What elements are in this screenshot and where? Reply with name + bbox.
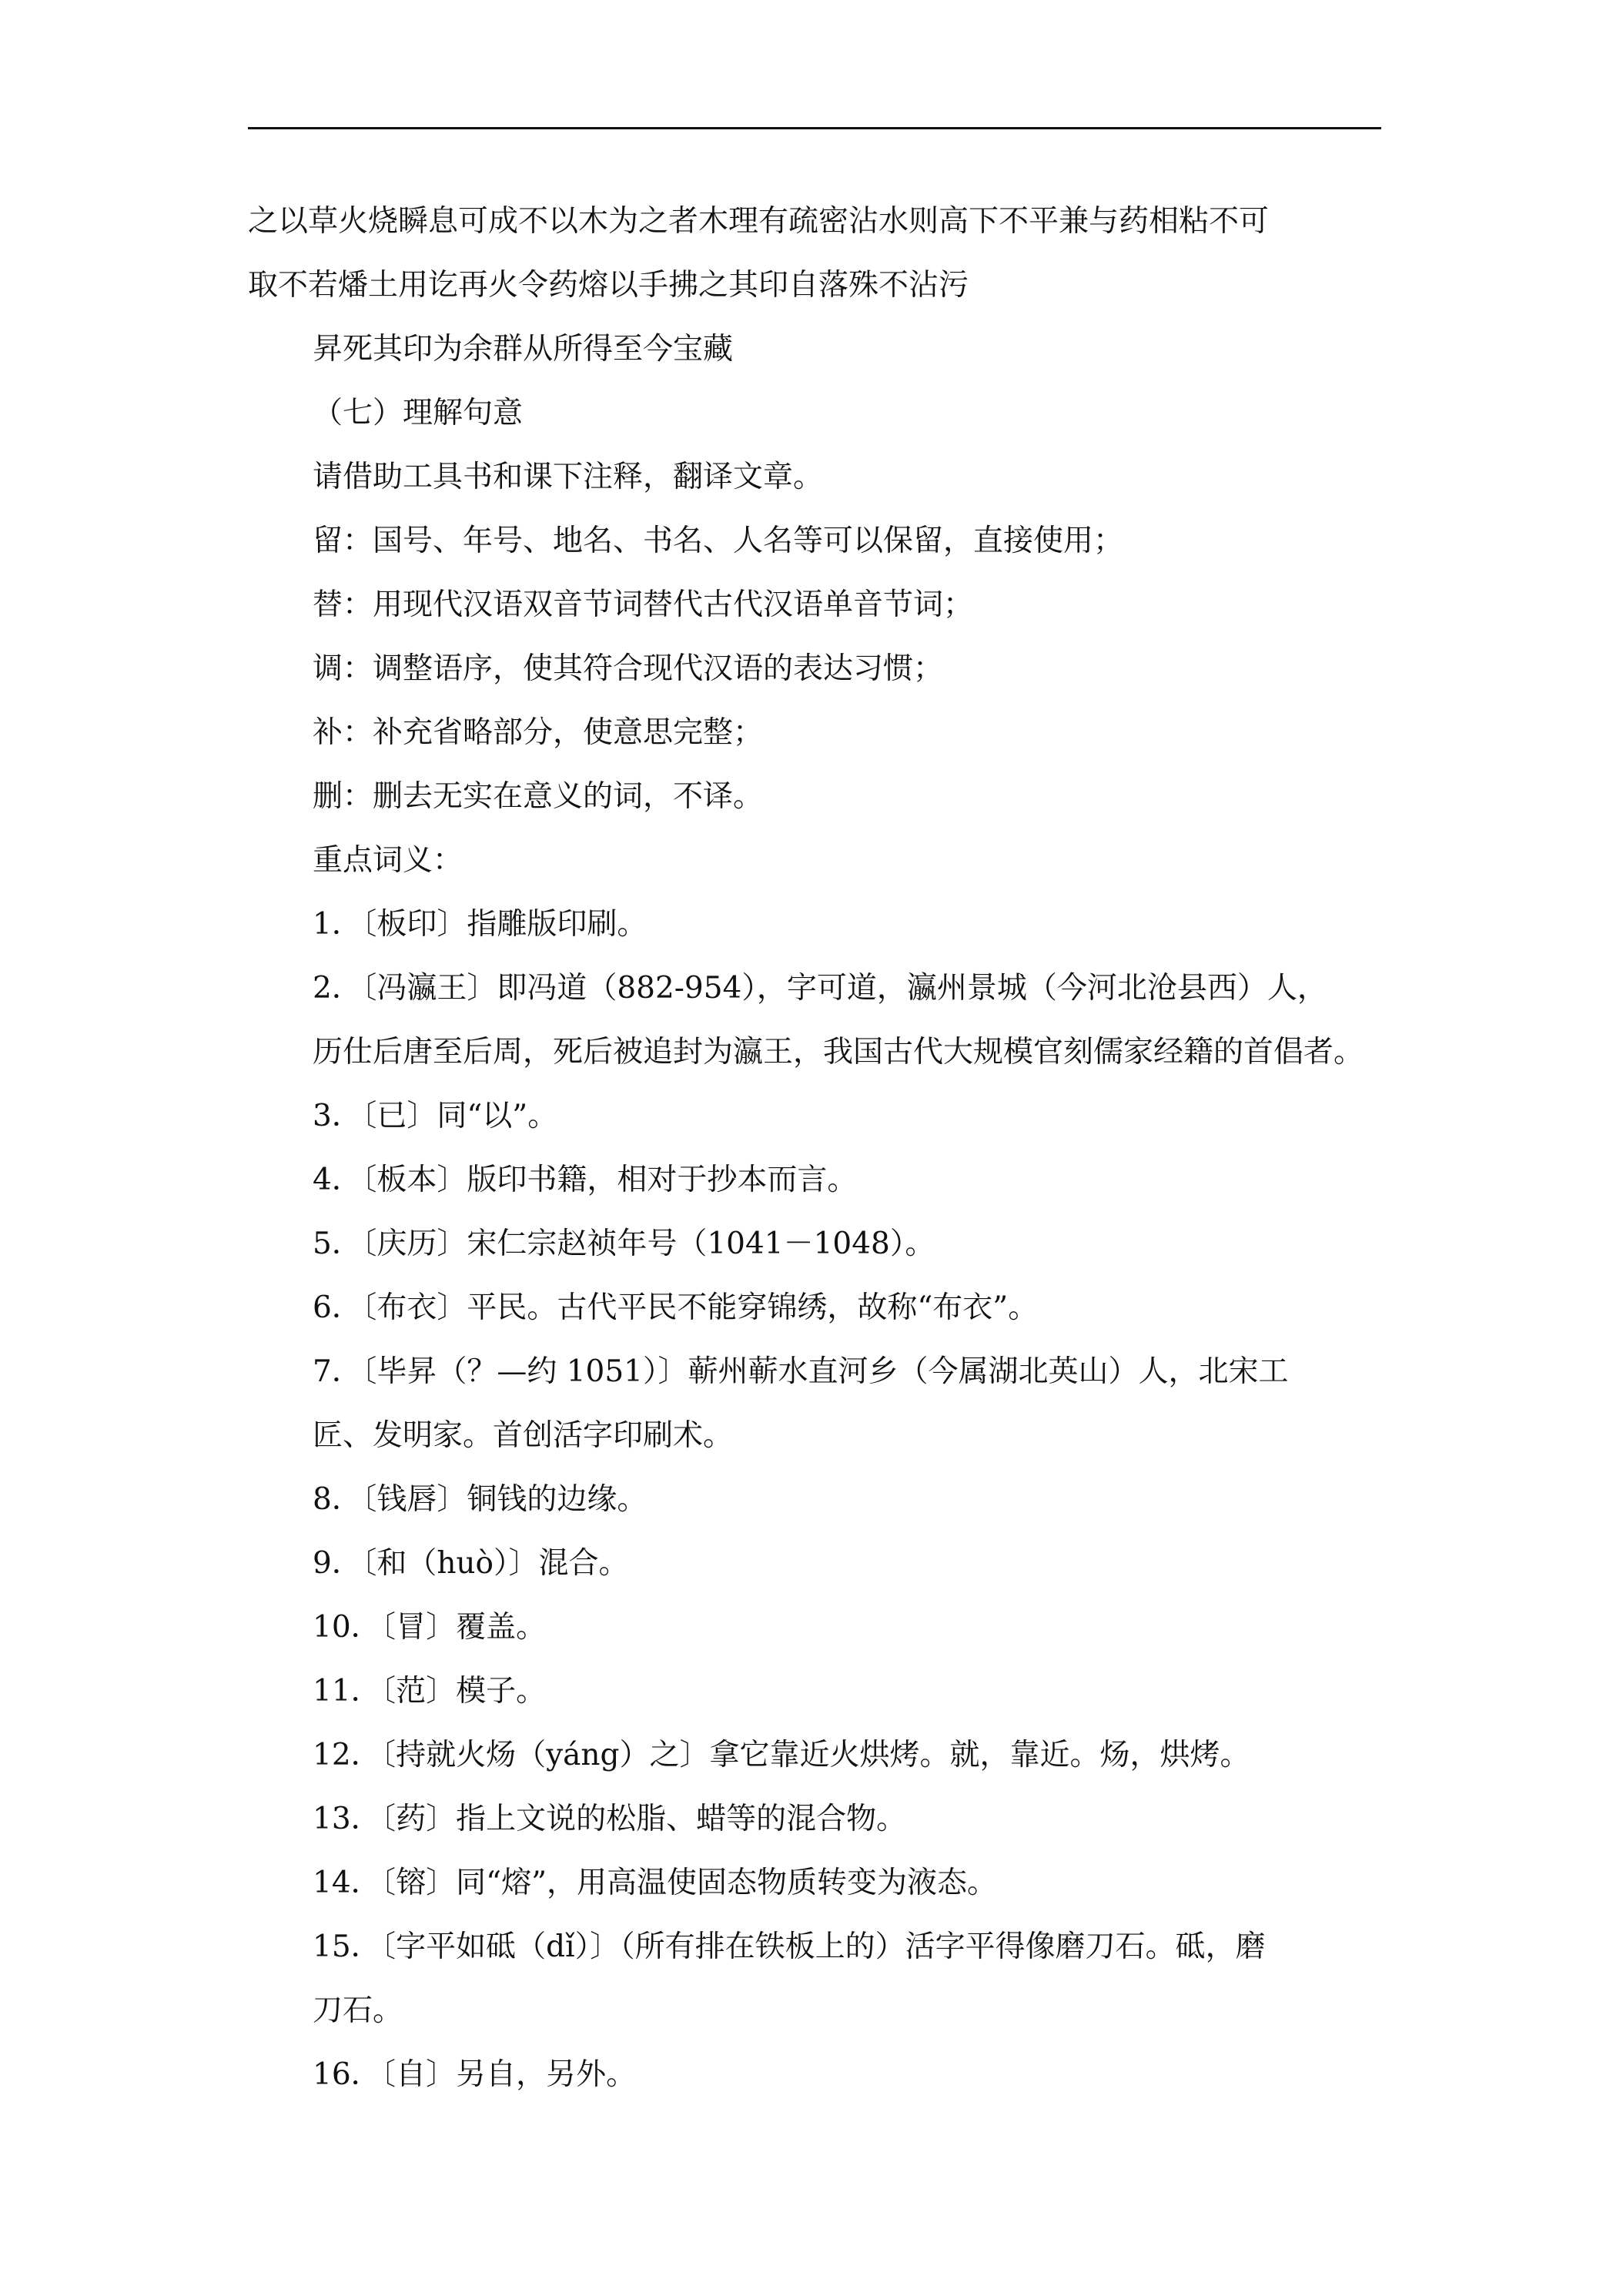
- paragraph-line: 2．〔冯瀛王〕即冯道（882-954），字可道，瀛州景城（今河北沧县西）人，: [313, 971, 1327, 1006]
- paragraph-3: [248, 381, 1381, 445]
- paragraph-8: [248, 701, 1381, 765]
- paragraph-20: [248, 1595, 1381, 1659]
- paragraph-4: [248, 445, 1381, 509]
- paragraph-line: 11．〔范〕模子。: [313, 1674, 547, 1709]
- paragraph-line: 3．〔已〕同“以”。: [313, 1099, 558, 1133]
- paragraph-2: [248, 317, 1381, 381]
- paragraph-26: [248, 2043, 1381, 2107]
- paragraph-line: 重点词义：: [313, 843, 463, 878]
- paragraph-23: [248, 1787, 1381, 1851]
- paragraph-7: [248, 637, 1381, 701]
- paragraph-line: 13．〔药〕指上文说的松脂、蜡等的混合物。: [313, 1802, 907, 1836]
- paragraph-12: [248, 956, 1381, 1084]
- paragraph-line: 删：删去无实在意义的词，不译。: [313, 779, 764, 814]
- paragraph-line: 16．〔自〕另自，另外。: [313, 2057, 637, 2092]
- paragraph-line: 匠、发明家。首创活字印刷术。: [313, 1418, 734, 1453]
- paragraph-line: 10．〔冒〕覆盖。: [313, 1610, 547, 1645]
- paragraph-11: [248, 892, 1381, 956]
- paragraph-line: 留：国号、年号、地名、书名、人名等可以保留，直接使用；: [313, 524, 1124, 558]
- paragraph-6: [248, 573, 1381, 637]
- paragraph-line: （七）理解句意: [313, 396, 524, 430]
- paragraph-5: [248, 509, 1381, 573]
- paragraph-line: 6．〔布衣〕平民。古代平民不能穿锦绣，故称“布衣”。: [313, 1290, 1039, 1325]
- paragraph-16: [248, 1276, 1381, 1340]
- paragraph-18: [248, 1468, 1381, 1531]
- paragraph-line: 7．〔毕昇（？—约 1051）〕蕲州蕲水直河乡（今属湖北英山）人，北宋工: [313, 1354, 1289, 1389]
- header-rule: [248, 127, 1381, 129]
- paragraph-9: [248, 765, 1381, 828]
- paragraph-line: 5．〔庆历〕宋仁宗赵祯年号（1041－1048）。: [313, 1227, 935, 1261]
- document-body: [248, 189, 1381, 2107]
- paragraph-24: [248, 1851, 1381, 1915]
- paragraph-19: [248, 1531, 1381, 1595]
- paragraph-13: [248, 1084, 1381, 1148]
- paragraph-21: [248, 1659, 1381, 1723]
- paragraph-17: [248, 1340, 1381, 1468]
- paragraph-line: 历仕后唐至后周，死后被追封为瀛王，我国古代大规模官刻儒家经籍的首倡者。: [313, 1035, 1364, 1069]
- paragraph-line: 替：用现代汉语双音节词替代古代汉语单音节词；: [313, 587, 974, 622]
- paragraph-line: 1．〔板印〕指雕版印刷。: [313, 907, 648, 942]
- paragraph-line: 14．〔镕〕同“熔”，用高温使固态物质转变为液态。: [313, 1866, 998, 1900]
- paragraph-line: 4．〔板本〕版印书籍，相对于抄本而言。: [313, 1163, 858, 1197]
- paragraph-line: 8．〔钱唇〕铜钱的边缘。: [313, 1482, 648, 1517]
- paragraph-15: [248, 1212, 1381, 1276]
- paragraph-1: [248, 189, 1381, 317]
- paragraph-line: 昇死其印为余群从所得至今宝藏: [313, 332, 734, 366]
- paragraph-line: 9．〔和（huò）〕混合。: [313, 1546, 629, 1581]
- paragraph-line: 之以草火烧瞬息可成不以木为之者木理有疏密沾水则高下不平兼与药相粘不可: [248, 204, 1270, 239]
- paragraph-line: 取不若燔土用讫再火令药熔以手拂之其印自落殊不沾污: [248, 268, 969, 303]
- paragraph-22: [248, 1723, 1381, 1787]
- paragraph-10: [248, 828, 1381, 892]
- paragraph-25: [248, 1915, 1381, 2043]
- paragraph-line: 15．〔字平如砥（dǐ）〕（所有排在铁板上的）活字平得像磨刀石。砥，磨: [313, 1930, 1266, 1964]
- paragraph-line: 请借助工具书和课下注释，翻译文章。: [313, 460, 824, 494]
- paragraph-line: 补：补充省略部分，使意思完整；: [313, 715, 764, 750]
- paragraph-line: 调：调整语序，使其符合现代汉语的表达习惯；: [313, 651, 944, 686]
- paragraph-14: [248, 1148, 1381, 1212]
- paragraph-line: 12．〔持就火炀（yáng）之〕拿它靠近火烘烤。就，靠近。炀，烘烤。: [313, 1738, 1250, 1772]
- paragraph-line: 刀石。: [313, 1993, 403, 2028]
